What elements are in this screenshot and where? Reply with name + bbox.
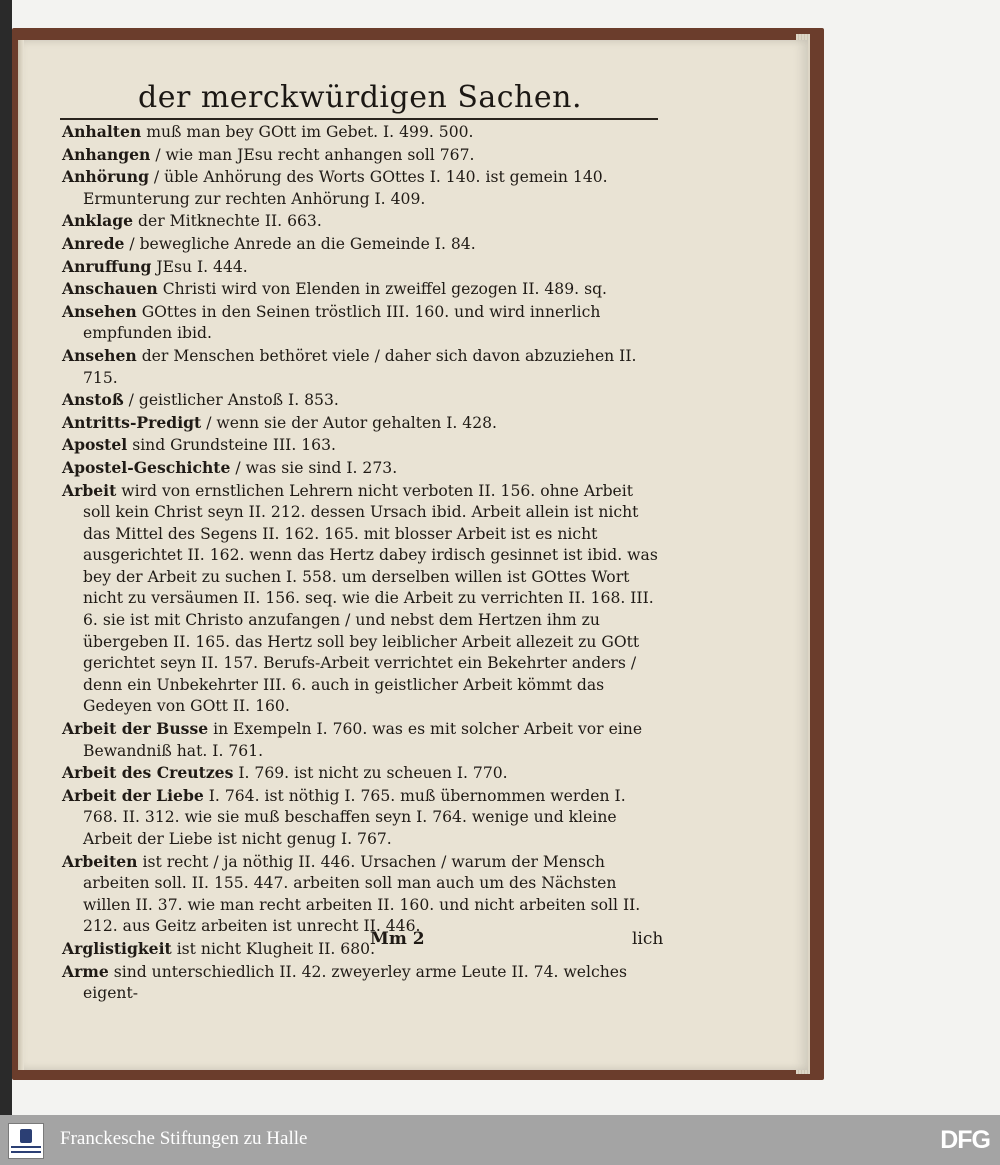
index-entry xyxy=(62,166,660,210)
entry-text: / was sie sind I. 273. xyxy=(230,458,398,477)
index-entry xyxy=(62,144,660,167)
entry-text: I. 764. ist nöthig I. 765. muß übernommen werden I. 768. II. 312. wie sie muß beschaffen seyn I. 764. wenige und kleine Arbeit der Liebe ist nicht genug I. 767. xyxy=(83,786,626,848)
entry-head: Arbeiten xyxy=(62,851,138,871)
viewer-footer xyxy=(0,1115,1000,1165)
entry-text: GOttes in den Seinen tröstlich III. 160. und wird innerlich empfunden ibid. xyxy=(83,302,601,343)
entry-text: sind Grundsteine III. 163. xyxy=(127,436,336,455)
entry-text: JEsu I. 444. xyxy=(151,257,248,276)
entry-text: ist nicht Klugheit II. 680. xyxy=(171,939,376,958)
index-entry xyxy=(62,457,660,480)
entry-text: muß man bey GOtt im Gebet. I. 499. 500. xyxy=(141,123,474,141)
viewer-left-strip xyxy=(0,0,12,1115)
head-rule xyxy=(60,118,658,120)
entry-text: der Mitknechte II. 663. xyxy=(133,212,322,231)
entry-head: Anhangen xyxy=(62,144,151,164)
catchword: lich xyxy=(632,929,664,949)
entry-text: / bewegliche Anrede an die Gemeinde I. 84. xyxy=(124,234,476,253)
index-entry xyxy=(62,121,660,144)
entry-text: der Menschen bethöret viele / daher sich davon abzuziehen II. 715. xyxy=(83,346,637,387)
index-entry xyxy=(62,256,660,279)
entry-text: Christi wird von Elenden in zweiffel gezogen II. 489. sq. xyxy=(157,280,608,299)
entry-head: Apostel xyxy=(62,435,128,455)
entry-text: / geistlicher Anstoß I. 853. xyxy=(123,391,339,410)
index-entry xyxy=(62,762,660,785)
index-entry xyxy=(62,278,660,301)
logo-wordmark-line xyxy=(11,1146,41,1148)
entry-head: Anruffung xyxy=(62,256,152,276)
entry-head: Arglistigkeit xyxy=(62,938,172,958)
index-entry xyxy=(62,851,660,938)
entry-head: Ansehen xyxy=(62,301,137,321)
entry-head: Arbeit der Busse xyxy=(62,719,209,739)
institution-name: Franckesche Stiftungen zu Halle xyxy=(60,1128,308,1149)
entry-text: I. 769. ist nicht zu scheuen I. 770. xyxy=(233,764,508,783)
entry-head: Anrede xyxy=(62,233,125,253)
index-entries xyxy=(62,121,660,1005)
dfg-logo[interactable]: DFG xyxy=(940,1126,990,1154)
index-entry xyxy=(62,345,660,389)
entry-head: Anklage xyxy=(62,211,134,231)
entry-text: / wie man JEsu recht anhangen soll 767. xyxy=(150,145,475,164)
entry-text: / wenn sie der Autor gehalten I. 428. xyxy=(201,413,498,432)
entry-head: Anstoß xyxy=(62,390,124,410)
index-entry xyxy=(62,301,660,345)
gutter-shadow xyxy=(18,40,24,1070)
entry-head: Ansehen xyxy=(62,345,137,365)
signature-mark: Mm 2 xyxy=(370,929,425,949)
entry-head: Anhörung xyxy=(62,167,149,187)
logo-emblem-icon xyxy=(20,1129,32,1143)
index-entry xyxy=(62,938,660,961)
index-entry xyxy=(62,480,660,719)
entry-text: sind unterschiedlich II. 42. zweyerley arme Leute II. 74. welches eigent- xyxy=(83,962,628,1003)
entry-text: / üble Anhörung des Worts GOttes I. 140. ist gemein 140. Ermunterung zur rechten Anhörung I. 409. xyxy=(83,168,608,208)
entry-head: Anschauen xyxy=(62,279,158,299)
index-entry xyxy=(62,785,660,851)
entry-head: Arme xyxy=(62,961,109,981)
entry-head: Apostel-Geschichte xyxy=(62,457,231,477)
entry-text: ist recht / ja nöthig II. 446. Ursachen / warum der Mensch arbeiten soll. II. 155. 447. arbeiten soll man auch um des Nächsten willen II. 37. wie man recht arbeiten II. 160. und nicht arbeiten soll II. 212. aus Geitz arbeiten ist unrecht II. 446. xyxy=(83,852,641,936)
entry-head: Antritts-Predigt xyxy=(62,412,202,432)
running-head: der merckwürdigen Sachen. xyxy=(138,80,582,115)
entry-text: wird von ernstlichen Lehrern nicht verboten II. 156. ohne Arbeit soll kein Christ seyn II. 212. dessen Ursach ibid. Arbeit allein ist nicht das Mittel des Segens II. 162. 165. mit blosser Arbeit ist es nicht ausgerichtet II. 162. wenn das Hertz dabey irdisch gesinnet ist ibid. was bey der Arbeit zu suchen I. 558. um derselben willen ist GOttes Wort nicht zu versäumen II. 156. seq. wie die Arbeit zu verrichten II. 168. III. 6. sie ist mit Christo anzufangen / und nebst dem Hertzen ihm zu übergeben II. 165. das Hertz soll bey leiblicher Arbeit allezeit zu GOtt gerichtet seyn II. 157. Berufs-Arbeit verrichtet ein Bekehrter anders / denn ein Unbekehrter III. 6. auch in geistlicher Arbeit kömmt das Gedeyen von GOtt II. 160. xyxy=(83,481,658,716)
index-entry xyxy=(62,718,660,762)
index-entry xyxy=(62,412,660,435)
index-entry xyxy=(62,233,660,256)
entry-head: Arbeit des Creutzes xyxy=(62,763,234,783)
index-entry xyxy=(62,961,660,1005)
entry-head: Arbeit der Liebe xyxy=(62,785,204,805)
entry-head: Anhalten xyxy=(62,122,142,141)
index-entry xyxy=(62,389,660,412)
franckesche-stiftungen-logo[interactable] xyxy=(8,1123,44,1159)
entry-head: Arbeit xyxy=(62,480,117,500)
entry-text: in Exempeln I. 760. was es mit solcher Arbeit vor eine Bewandniß hat. I. 761. xyxy=(83,720,643,760)
index-entry xyxy=(62,434,660,457)
logo-wordmark-line xyxy=(11,1151,41,1153)
index-entry xyxy=(62,210,660,233)
